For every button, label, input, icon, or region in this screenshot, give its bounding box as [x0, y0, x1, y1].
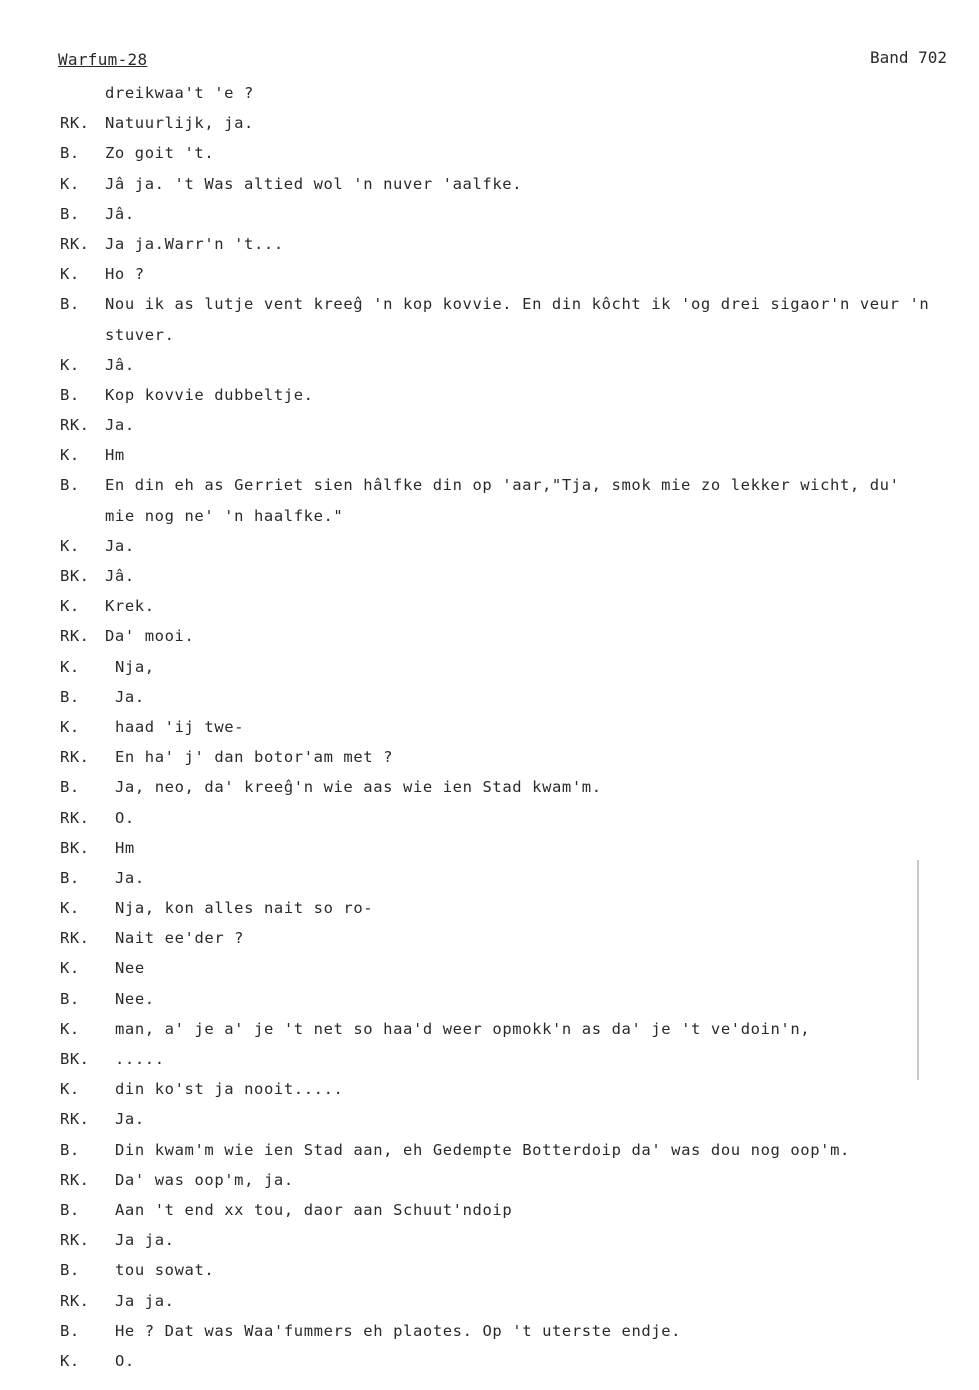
utterance-text: Ja ja.Warr'n 't... — [105, 234, 284, 253]
utterance-text: Nja, kon alles nait so ro- — [115, 899, 374, 918]
speaker-label: BK. — [60, 838, 90, 857]
transcript-line — [0, 1255, 979, 1285]
speaker-label: B. — [60, 204, 80, 223]
speaker-label: B. — [60, 1261, 80, 1280]
utterance-continuation: dreikwaa't 'e ? — [105, 84, 254, 102]
speaker-label: K. — [60, 536, 80, 555]
utterance-text: Ja ja. — [115, 1291, 175, 1310]
speaker-label: B. — [60, 989, 80, 1008]
utterance-text: man, a' je a' je 't net so haa'd weer opmokk'n as da' je 't ve'doin'n, — [115, 1019, 811, 1038]
utterance-text: Ja, neo, da' kreeĝ'n wie aas wie ien Stad kwam'm. — [115, 778, 602, 797]
transcript-line — [0, 953, 979, 983]
speaker-label: B. — [60, 385, 80, 404]
transcript-line — [0, 1346, 979, 1376]
speaker-label: K. — [60, 899, 80, 918]
speaker-label: B. — [60, 1200, 80, 1219]
transcript-line — [0, 561, 979, 591]
utterance-continuation: stuver. — [105, 325, 175, 344]
utterance-text: Nou ik as lutje vent kreeĝ 'n kop kovvie. En din kôcht ik 'og drei sigaor'n veur 'n — [105, 295, 930, 314]
speaker-label: RK. — [60, 1291, 90, 1310]
utterance-text: Jâ. — [105, 204, 135, 223]
speaker-label: K. — [60, 1351, 80, 1370]
utterance-text: ..... — [115, 1050, 165, 1068]
utterance-text: Ja ja. — [115, 1231, 175, 1250]
transcript-line — [0, 833, 979, 863]
speaker-label: B. — [60, 295, 80, 314]
speaker-label: RK. — [60, 234, 90, 253]
utterance-text: Jâ. — [105, 355, 135, 374]
utterance-text: tou sowat. — [115, 1261, 215, 1280]
transcript-line — [0, 984, 979, 1014]
transcript-line — [0, 742, 979, 772]
transcript-line — [0, 501, 979, 531]
document-title: Warfum-28 — [58, 50, 148, 69]
transcript-line — [0, 380, 979, 410]
transcript-line — [0, 1044, 979, 1074]
margin-scan-mark — [917, 860, 919, 1080]
transcript-line — [0, 1014, 979, 1044]
speaker-label: RK. — [60, 808, 90, 827]
utterance-text: En ha' j' dan botor'am met ? — [115, 748, 394, 767]
speaker-label: B. — [60, 476, 80, 495]
transcript-line — [0, 531, 979, 561]
speaker-label: RK. — [60, 627, 90, 646]
speaker-label: K. — [60, 446, 80, 465]
transcript-line — [0, 289, 979, 319]
transcript-line — [0, 803, 979, 833]
transcript-line — [0, 1165, 979, 1195]
utterance-text: Hm — [115, 838, 135, 857]
speaker-label: B. — [60, 778, 80, 797]
speaker-label: K. — [60, 355, 80, 374]
speaker-label: RK. — [60, 114, 90, 133]
utterance-text: Ho ? — [105, 265, 145, 284]
utterance-text: Krek. — [105, 597, 155, 616]
speaker-label: K. — [60, 265, 80, 284]
utterance-text: Natuurlijk, ja. — [105, 114, 254, 133]
speaker-label: K. — [60, 597, 80, 616]
transcript-lines — [0, 78, 979, 1376]
utterance-text: Zo goit 't. — [105, 144, 215, 163]
utterance-text: Nait ee'der ? — [115, 929, 245, 948]
speaker-label: K. — [60, 959, 80, 978]
utterance-text: Kop kovvie dubbeltje. — [105, 385, 314, 404]
utterance-text: Jâ. — [105, 567, 135, 585]
transcript-line — [0, 893, 979, 923]
transcript-line — [0, 1135, 979, 1165]
utterance-text: O. — [115, 808, 135, 827]
transcript-line — [0, 199, 979, 229]
utterance-text: Ja. — [115, 868, 145, 887]
transcript-line — [0, 470, 979, 500]
transcript-line — [0, 169, 979, 199]
utterance-text: Aan 't end xx tou, daor aan Schuut'ndoip — [115, 1200, 513, 1219]
utterance-text: Nee — [115, 959, 145, 978]
speaker-label: BK. — [60, 1050, 90, 1068]
transcript-line — [0, 621, 979, 651]
utterance-text: Ja. — [115, 1110, 145, 1129]
speaker-label: RK. — [60, 1231, 90, 1250]
transcript-line — [0, 712, 979, 742]
speaker-label: B. — [60, 144, 80, 163]
transcript-line — [0, 1195, 979, 1225]
transcript-line — [0, 440, 979, 470]
speaker-label: BK. — [60, 567, 90, 585]
utterance-text: Nee. — [115, 989, 155, 1008]
transcript-line — [0, 410, 979, 440]
speaker-label: B. — [60, 687, 80, 706]
speaker-label: K. — [60, 1019, 80, 1038]
utterance-text: Da' was oop'm, ja. — [115, 1170, 294, 1189]
speaker-label: B. — [60, 1321, 80, 1340]
transcript-line — [0, 1074, 979, 1104]
utterance-text: din ko'st ja nooit..... — [115, 1080, 344, 1099]
utterance-text: O. — [115, 1351, 135, 1370]
transcript-line — [0, 1286, 979, 1316]
transcript-line — [0, 863, 979, 893]
utterance-text: He ? Dat was Waa'fummers eh plaotes. Op 't uterste endje. — [115, 1321, 682, 1340]
utterance-text: Nja, — [115, 657, 155, 676]
transcript-line — [0, 923, 979, 953]
speaker-label: B. — [60, 1140, 80, 1159]
utterance-text: Da' mooi. — [105, 627, 195, 646]
transcript-line — [0, 229, 979, 259]
speaker-label: RK. — [60, 1170, 90, 1189]
transcript-line — [0, 1316, 979, 1346]
utterance-text: Din kwam'm wie ien Stad aan, eh Gedempte Botterdoip da' was dou nog oop'm. — [115, 1140, 850, 1159]
transcript-line — [0, 320, 979, 350]
speaker-label: B. — [60, 868, 80, 887]
utterance-text: Ja. — [115, 687, 145, 706]
utterance-continuation: mie nog ne' 'n haalfke." — [105, 506, 344, 525]
transcript-line — [0, 682, 979, 712]
speaker-label: RK. — [60, 929, 90, 948]
transcript-line — [0, 652, 979, 682]
speaker-label: K. — [60, 1080, 80, 1099]
speaker-label: K. — [60, 657, 80, 676]
transcript-line — [0, 259, 979, 289]
speaker-label: K. — [60, 717, 80, 736]
transcript-line — [0, 138, 979, 168]
transcript-line — [0, 591, 979, 621]
transcript-line — [0, 1104, 979, 1134]
tape-number: Band 702 — [870, 48, 948, 67]
transcript-line — [0, 1225, 979, 1255]
utterance-text: Ja. — [105, 536, 135, 555]
utterance-text: Ja. — [105, 416, 135, 435]
utterance-text: haad 'ij twe- — [115, 717, 245, 736]
transcript-line — [0, 772, 979, 802]
transcript-line — [0, 78, 979, 108]
utterance-text: Hm — [105, 446, 125, 465]
utterance-text: En din eh as Gerriet sien hâlfke din op 'aar,"Tja, smok mie zo lekker wicht, du' — [105, 476, 900, 495]
transcript-line — [0, 350, 979, 380]
speaker-label: K. — [60, 174, 80, 193]
speaker-label: RK. — [60, 1110, 90, 1129]
transcript-line — [0, 108, 979, 138]
utterance-text: Jâ ja. 't Was altied wol 'n nuver 'aalfke. — [105, 174, 523, 193]
speaker-label: RK. — [60, 748, 90, 767]
speaker-label: RK. — [60, 416, 90, 435]
